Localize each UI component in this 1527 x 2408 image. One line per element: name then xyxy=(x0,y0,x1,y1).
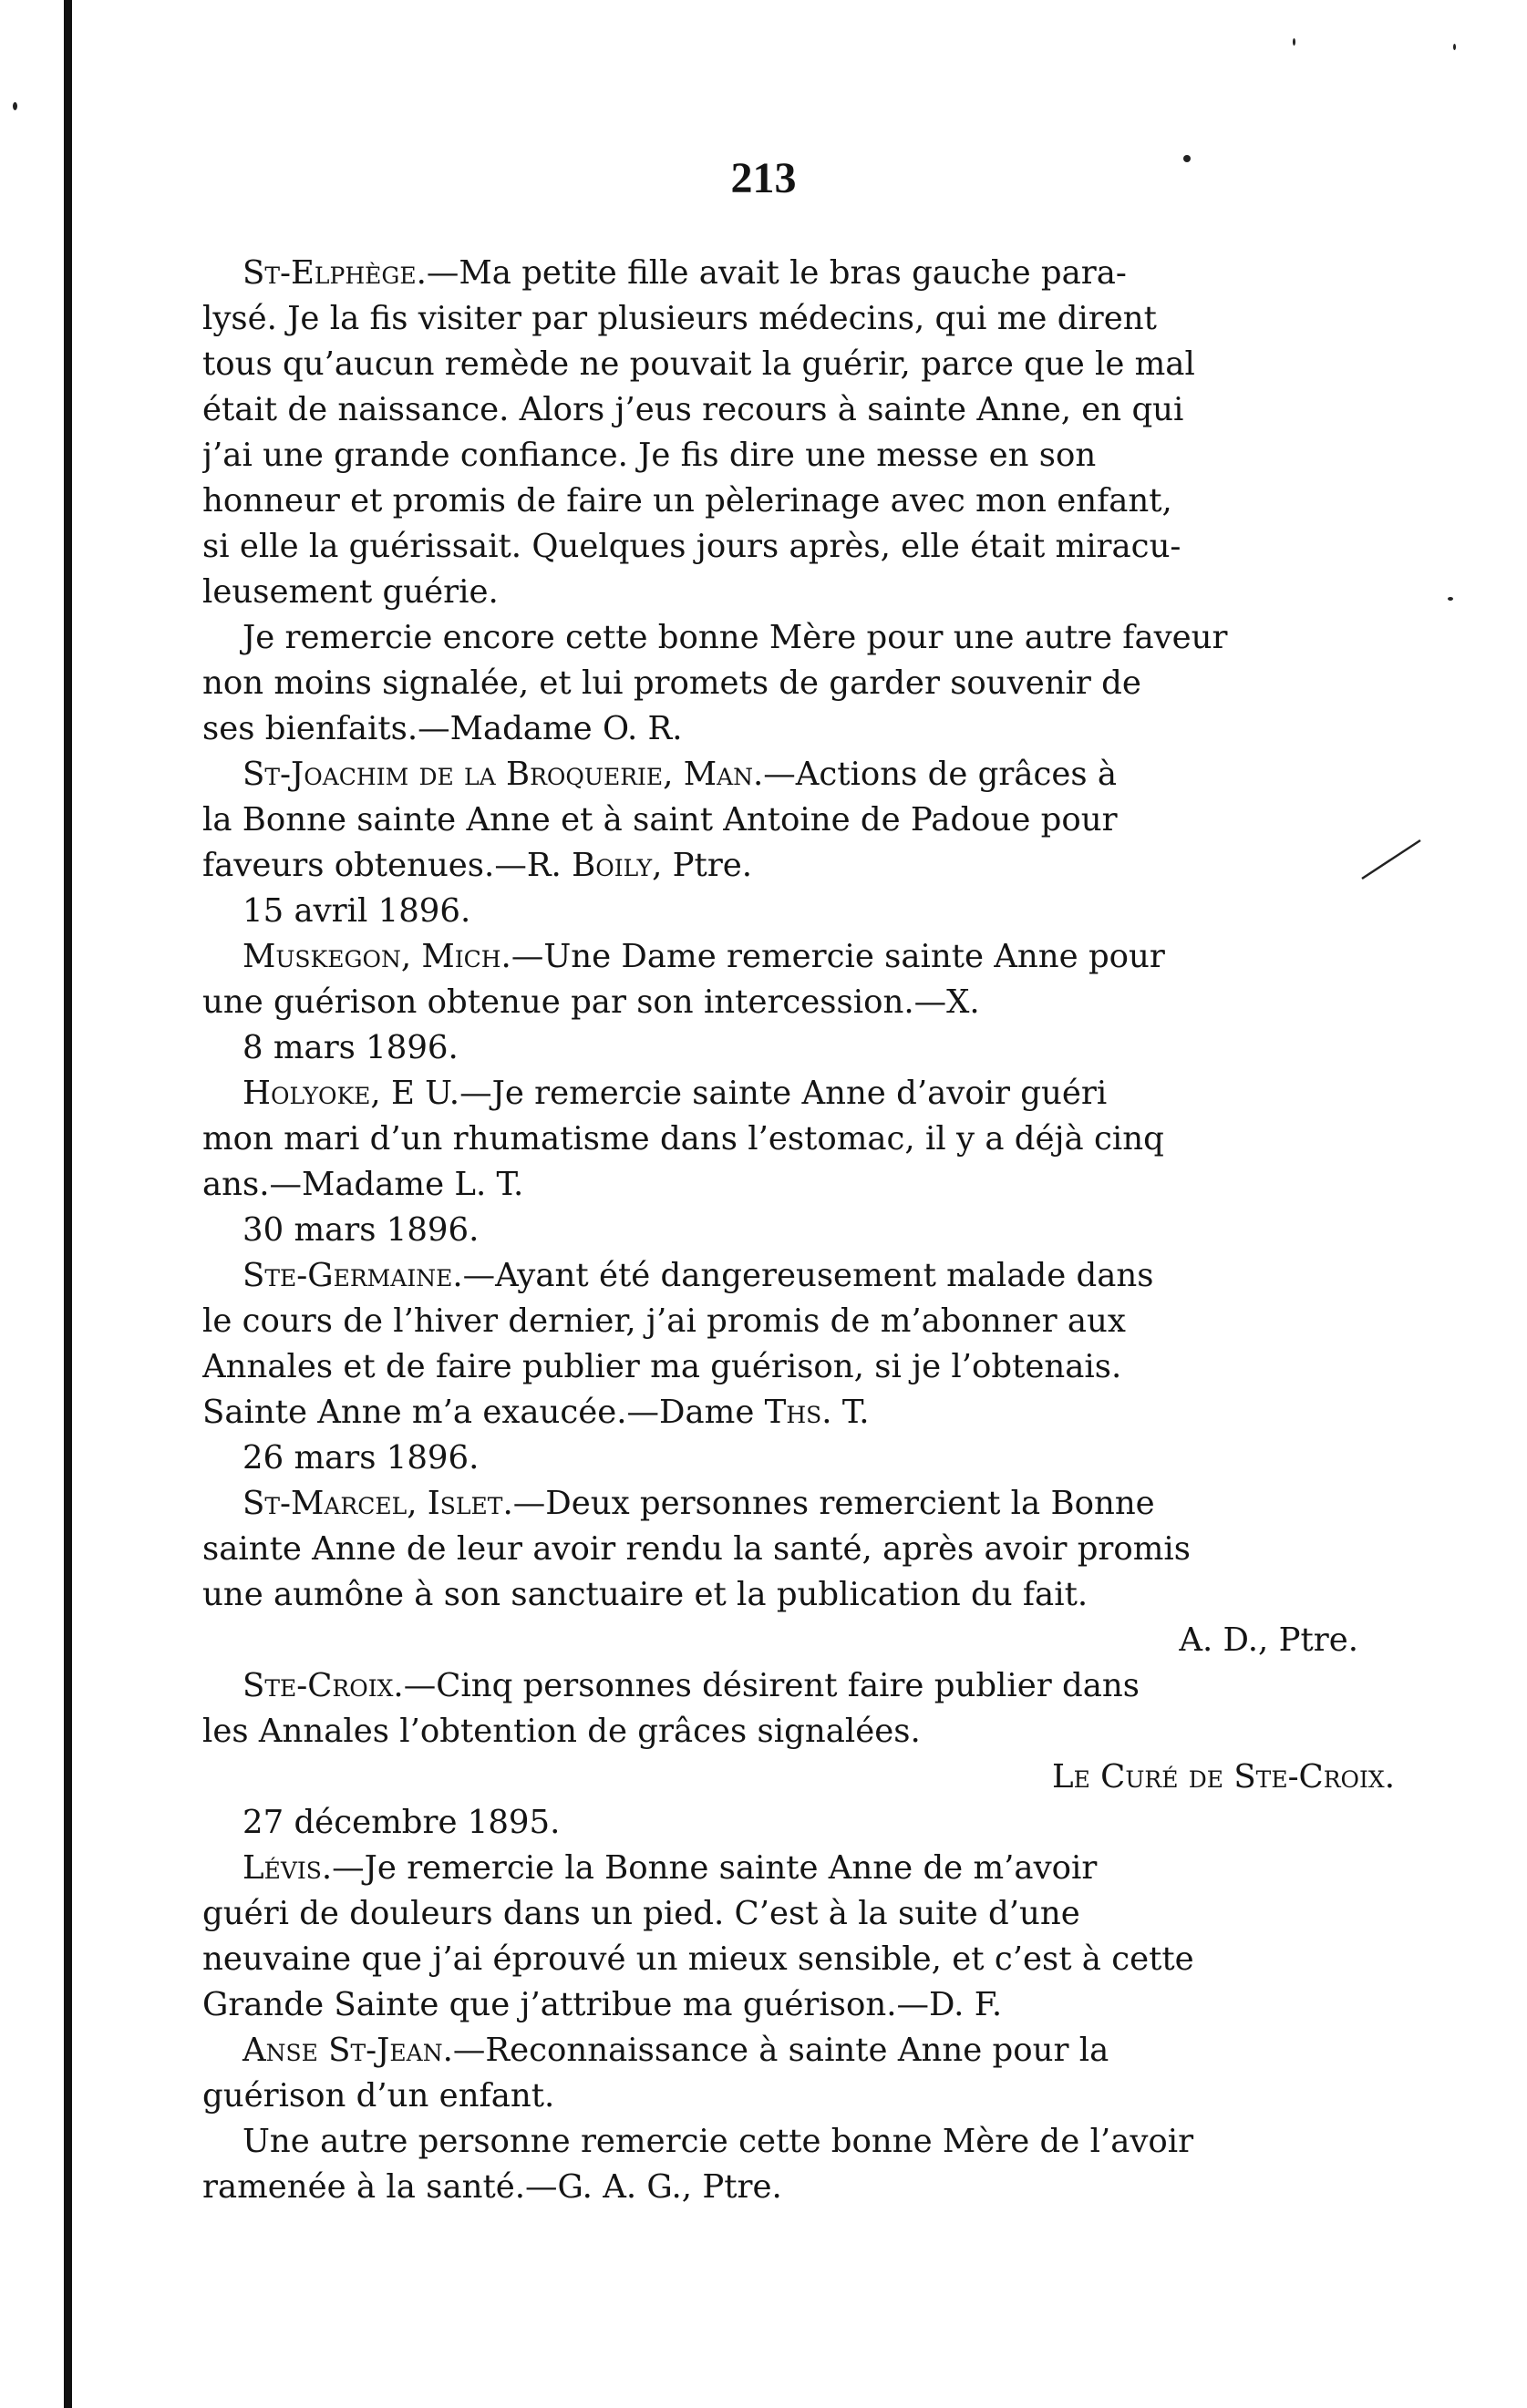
entry xyxy=(202,1071,1395,1253)
line-text: si elle la guérissait. Quelques jours après, elle était miracu- xyxy=(202,528,1181,565)
entry xyxy=(202,1253,1395,1481)
text-line xyxy=(202,524,1395,570)
line-text: Une autre personne remercie cette bonne Mère de l’avoir xyxy=(242,2123,1194,2160)
entry xyxy=(202,1663,1395,1846)
line-text: guérison d’un enfant. xyxy=(202,2077,555,2115)
line-text: —Je remercie la Bonne sainte Anne de m’avoir xyxy=(332,1849,1098,1887)
ink-speck xyxy=(1293,38,1295,46)
line-text: sainte Anne de leur avoir rendu la santé, après avoir promis xyxy=(202,1530,1191,1568)
text-line xyxy=(202,752,1395,798)
text-line xyxy=(202,706,1395,752)
text-line xyxy=(202,843,1395,889)
text-line xyxy=(202,387,1395,433)
line-text: lysé. Je la fis visiter par plusieurs médecins, qui me dirent xyxy=(202,300,1157,337)
line-text: leusement guérie. xyxy=(202,573,499,611)
line-text: guéri de douleurs dans un pied. C’est à la suite d’une xyxy=(202,1895,1080,1932)
text-line xyxy=(202,1481,1395,1527)
line-text: j’ai une grande confiance. Je fis dire une messe en son xyxy=(202,437,1097,474)
text-line xyxy=(202,1390,1395,1436)
line-text: non moins signalée, et lui promets de garder souvenir de xyxy=(202,664,1141,702)
line-text: tous qu’aucun remède ne pouvait la guérir, parce que le mal xyxy=(202,345,1195,383)
text-line xyxy=(202,798,1395,843)
text-line xyxy=(202,1937,1395,1982)
line-text: Je remercie encore cette bonne Mère pour une autre faveur xyxy=(242,619,1228,656)
place-name: St-Marcel, Islet. xyxy=(242,1485,513,1522)
line-text: les Annales l’obtention de grâces signalées. xyxy=(202,1713,921,1750)
place-name: St-Elphège. xyxy=(242,254,427,292)
line-text: le cours de l’hiver dernier, j’ai promis de m’abonner aux xyxy=(202,1302,1126,1340)
text-line xyxy=(202,570,1395,615)
line-text: —Deux personnes remercient la Bonne xyxy=(512,1485,1155,1522)
place-name: Lévis. xyxy=(242,1849,333,1887)
text-line xyxy=(202,889,1395,934)
line-text: —Une Dame remercie sainte Anne pour xyxy=(511,938,1165,975)
text-line xyxy=(202,433,1395,479)
signature-name: Le Curé de Ste-Croix. xyxy=(1052,1758,1395,1796)
text-line xyxy=(202,251,1395,296)
line-text: ans.—Madame L. T. xyxy=(202,1166,524,1203)
line-text: était de naissance. Alors j’eus recours à sainte Anne, en qui xyxy=(202,391,1184,428)
text-line xyxy=(202,1527,1395,1572)
entry xyxy=(202,251,1395,752)
signature-suffix: , Ptre. xyxy=(652,847,753,884)
text-line xyxy=(202,1709,1395,1755)
line-text: Annales et de faire publier ma guérison, si je l’obtenais. xyxy=(202,1348,1122,1385)
line-text: faveurs obtenues.—R. xyxy=(202,847,573,884)
text-line xyxy=(202,1025,1395,1071)
text-line xyxy=(202,2028,1395,2074)
text-line xyxy=(202,1208,1395,1253)
body-text xyxy=(202,251,1395,2210)
entry xyxy=(202,934,1395,1071)
text-line xyxy=(202,479,1395,524)
entry xyxy=(202,2028,1395,2210)
line-text: 26 mars 1896. xyxy=(242,1439,480,1477)
place-name: Ste-Germaine. xyxy=(242,1257,463,1294)
line-text: mon mari d’un rhumatisme dans l’estomac, il y a déjà cinq xyxy=(202,1120,1164,1158)
text-line xyxy=(202,661,1395,706)
text-line xyxy=(202,1117,1395,1162)
line-text: neuvaine que j’ai éprouvé un mieux sensible, et c’est à cette xyxy=(202,1940,1194,1978)
text-line xyxy=(202,1800,1395,1846)
line-text: —Ma petite fille avait le bras gauche para- xyxy=(426,254,1127,292)
line-text: 15 avril 1896. xyxy=(242,892,471,930)
place-name: Muskegon, Mich. xyxy=(242,938,511,975)
text-line xyxy=(202,1755,1395,1800)
place-name: St-Joachim de la Broquerie, Man. xyxy=(242,756,764,793)
text-line xyxy=(202,1071,1395,1117)
signature-name: Ths xyxy=(764,1394,822,1431)
line-text: ses bienfaits.—Madame O. R. xyxy=(202,710,683,747)
text-line xyxy=(202,342,1395,387)
line-text: 8 mars 1896. xyxy=(242,1029,459,1066)
text-line xyxy=(202,1572,1395,1618)
ink-speck xyxy=(13,102,17,110)
line-text: ramenée à la santé.—G. A. G., Ptre. xyxy=(202,2168,782,2206)
line-text: honneur et promis de faire un pèlerinage avec mon enfant, xyxy=(202,482,1172,520)
line-text: —Ayant été dangereusement malade dans xyxy=(462,1257,1154,1294)
text-line xyxy=(202,1846,1395,1891)
text-line xyxy=(202,1982,1395,2028)
text-line xyxy=(202,1663,1395,1709)
text-line xyxy=(202,2119,1395,2165)
text-line xyxy=(202,615,1395,661)
entry xyxy=(202,1481,1395,1663)
text-line xyxy=(202,1162,1395,1208)
line-text: la Bonne sainte Anne et à saint Antoine de Padoue pour xyxy=(202,801,1118,839)
text-line xyxy=(202,296,1395,342)
text-line xyxy=(202,1253,1395,1299)
binding-edge xyxy=(64,0,72,2408)
text-line xyxy=(202,1891,1395,1937)
text-line xyxy=(202,1299,1395,1344)
line-text: une guérison obtenue par son intercession.—X. xyxy=(202,983,980,1021)
text-line xyxy=(202,1436,1395,1481)
place-name: Holyoke, E U. xyxy=(242,1075,460,1112)
ink-speck xyxy=(1448,597,1453,601)
text-line xyxy=(202,1344,1395,1390)
text-line xyxy=(202,934,1395,980)
page-number: 213 xyxy=(730,154,797,202)
line-text: —Reconnaissance à sainte Anne pour la xyxy=(452,2032,1109,2069)
line-text: 30 mars 1896. xyxy=(242,1211,480,1249)
signature-suffix: . T. xyxy=(821,1394,870,1431)
line-text: Sainte Anne m’a exaucée.—Dame xyxy=(202,1394,765,1431)
line-text: 27 décembre 1895. xyxy=(242,1804,561,1841)
ink-speck xyxy=(1453,44,1456,50)
line-text: une aumône à son sanctuaire et la publication du fait. xyxy=(202,1576,1089,1613)
entry xyxy=(202,1846,1395,2028)
text-line xyxy=(202,2074,1395,2119)
text-line xyxy=(202,2165,1395,2210)
line-text: —Cinq personnes désirent faire publier dans xyxy=(403,1667,1140,1704)
line-text: Grande Sainte que j’attribue ma guérison.—D. F. xyxy=(202,1986,1003,2023)
text-line xyxy=(202,980,1395,1025)
place-name: Ste-Croix. xyxy=(242,1667,404,1704)
line-text: —Je remercie sainte Anne d’avoir guéri xyxy=(459,1075,1108,1112)
entry xyxy=(202,752,1395,934)
line-text: A. D., Ptre. xyxy=(1179,1621,1358,1659)
place-name: Anse St-Jean. xyxy=(242,2032,453,2069)
signature-name: Boily xyxy=(572,847,653,884)
text-line xyxy=(202,1618,1395,1663)
line-text: —Actions de grâces à xyxy=(763,756,1118,793)
